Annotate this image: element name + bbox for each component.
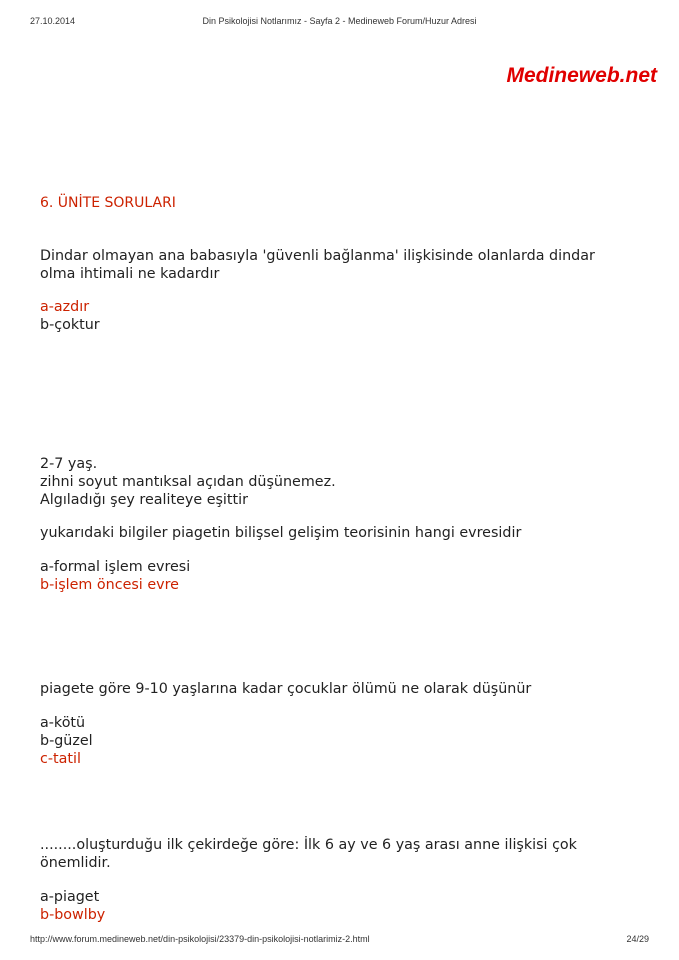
unit-title-text: 6. ÜNİTE SORULARI	[40, 195, 176, 211]
question-1-options	[40, 298, 640, 334]
question-2	[40, 524, 640, 542]
footer-url: http://www.forum.medineweb.net/din-psikolojisi/23379-din-psikolojisi-notlarimiz-2.html	[30, 934, 370, 944]
footer-page-number: 24/29	[626, 934, 649, 944]
option: a-kötü	[40, 715, 86, 731]
site-logo: Medineweb.net	[506, 64, 657, 87]
question-text-line: önemlidir.	[40, 855, 111, 871]
unit-title	[40, 194, 640, 212]
question-4	[40, 836, 640, 872]
option-correct: b-işlem öncesi evre	[40, 577, 179, 593]
question-2-context	[40, 455, 640, 509]
question-text-line: piagete göre 9-10 yaşlarına kadar çocuklar ölümü ne olarak düşünür	[40, 681, 532, 697]
question-text-line: ........oluşturduğu ilk çekirdeğe göre: İlk 6 ay ve 6 yaş arası anne ilişkisi çok	[40, 837, 577, 853]
option: b-çoktur	[40, 317, 100, 333]
question-text-line: yukarıdaki bilgiler piagetin bilişsel gelişim teorisinin hangi evresidir	[40, 525, 522, 541]
option: b-güzel	[40, 733, 93, 749]
question-text-line: Dindar olmayan ana babasıyla 'güvenli bağlanma' ilişkisinde olanlarda dindar	[40, 248, 595, 264]
print-date: 27.10.2014	[30, 16, 76, 26]
option-correct: b-bowlby	[40, 907, 106, 923]
question-4-options	[40, 888, 640, 924]
option: a-formal işlem evresi	[40, 559, 191, 575]
context-line: Algıladığı şey realiteye eşittir	[40, 492, 248, 508]
context-line: 2-7 yaş.	[40, 456, 98, 472]
option: a-piaget	[40, 889, 100, 905]
print-page-title: Din Psikolojisi Notlarımız - Sayfa 2 - Medineweb Forum/Huzur Adresi	[202, 16, 477, 26]
question-3-options	[40, 714, 640, 768]
context-line: zihni soyut mantıksal açıdan düşünemez.	[40, 474, 336, 490]
question-text-line: olma ihtimali ne kadardır	[40, 266, 220, 282]
option-correct: a-azdır	[40, 299, 90, 315]
question-3	[40, 680, 640, 698]
question-1	[40, 247, 640, 283]
question-2-options	[40, 558, 640, 594]
option-correct: c-tatil	[40, 751, 81, 767]
